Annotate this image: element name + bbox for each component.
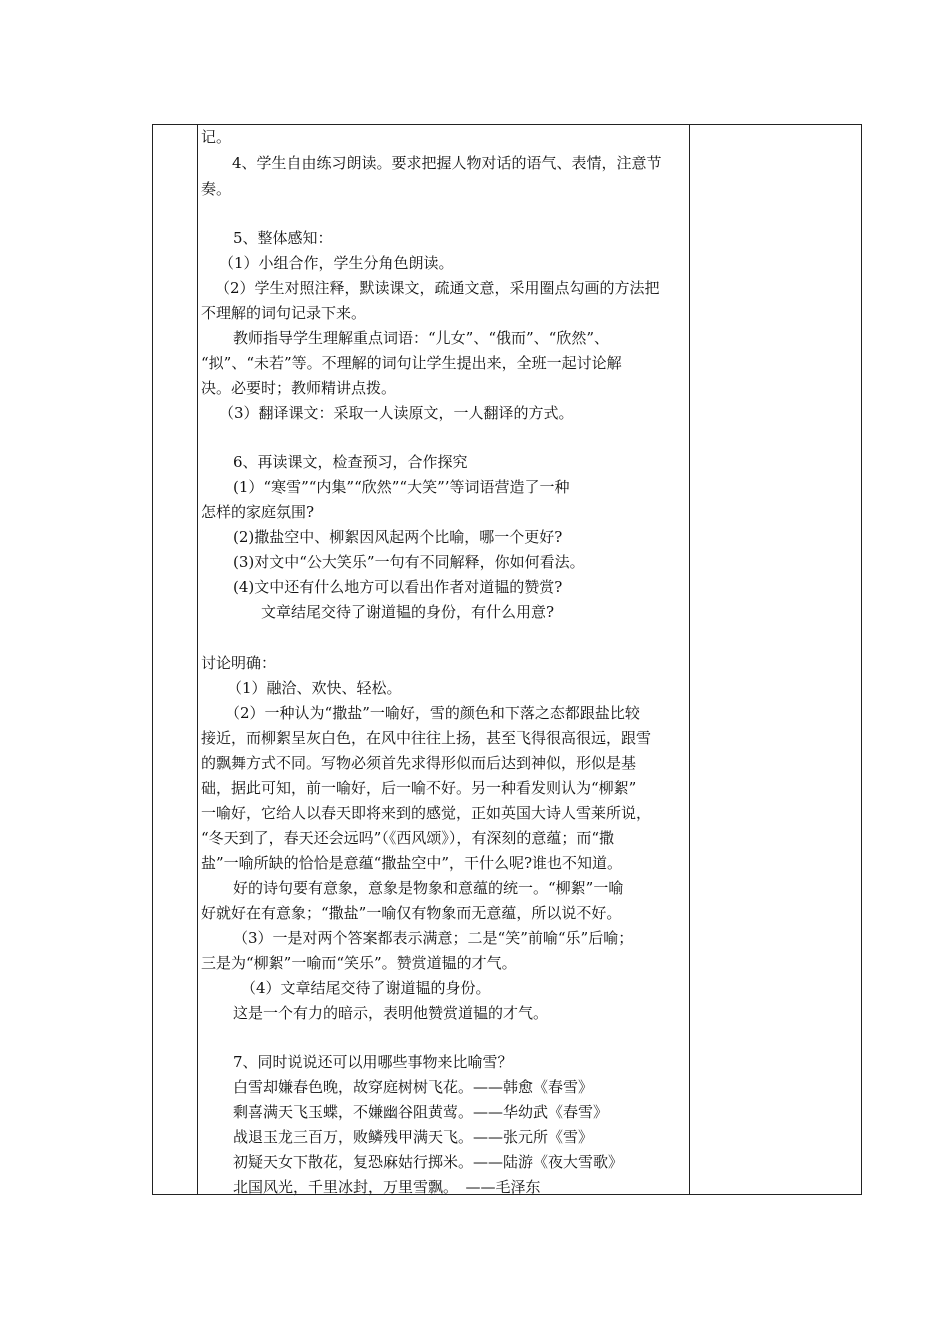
text-line: 的飘舞方式不同。写物必须首先求得形似而后达到神似，形似是基 [201, 754, 637, 772]
text-line: 好就好在有意象；“撒盐”一喻仅有物象而无意蕴，所以说不好。 [201, 904, 622, 922]
text-line: 记。 [201, 128, 232, 146]
text-line: （1）小组合作，学生分角色朗读。 [219, 254, 454, 272]
text-line: 北国风光，千里冰封，万里雪飘。 ——毛泽东 [233, 1178, 541, 1196]
text-line: (4)文中还有什么地方可以看出作者对道韫的赞赏? [233, 578, 563, 596]
text-line: （4）文章结尾交待了谢道韫的身份。 [241, 979, 491, 997]
text-line: 奏。 [201, 180, 232, 198]
text-line: 战退玉龙三百万，败鳞残甲满天飞。——张元所《雪》 [233, 1128, 594, 1146]
text-line: 接近，而柳絮呈灰白色，在风中往往上扬，甚至飞得很高很远，跟雪 [201, 729, 652, 747]
text-line: 础，据此可知，前一喻好，后一喻不好。另一种看发则认为“柳絮” [201, 779, 637, 797]
text-line: 初疑天女下散花，复恐麻姑行掷米。——陆游《夜大雪歌》 [233, 1153, 624, 1171]
text-line: 好的诗句要有意象，意象是物象和意蕴的统一。“柳絮”一喻 [233, 879, 624, 897]
text-line: 一喻好，它给人以春天即将来到的感觉，正如英国大诗人雪莱所说， [201, 804, 652, 822]
text-line: 三是为“柳絮”一喻而“笑乐”。赞赏道韫的才气。 [201, 954, 517, 972]
text-line: (3)对文中“公大笑乐”一句有不同解释，你如何看法。 [233, 553, 585, 571]
text-line: “拟”、“未若”等。不理解的词句让学生提出来，全班一起讨论解 [201, 354, 622, 372]
text-line: 4、学生自由练习朗读。要求把握人物对话的语气、表情，注意节 [232, 154, 662, 172]
text-line: （3）一是对两个答案都表示满意；二是“笑”前喻“乐”后喻； [233, 929, 634, 947]
text-line: 7、同时说说还可以用哪些事物来比喻雪？ [233, 1053, 513, 1071]
text-line: （1）融洽、欢快、轻松。 [227, 679, 402, 697]
column-divider-left [197, 125, 198, 1194]
text-line: 讨论明确： [201, 654, 277, 672]
text-line: 教师指导学生理解重点词语：“儿女”、“俄而”、“欣然”、 [233, 329, 610, 347]
text-line: （3）翻译课文：采取一人读原文，一人翻译的方式。 [219, 404, 574, 422]
text-line: （2）一种认为“撒盐”一喻好，雪的颜色和下落之态都跟盐比较 [225, 704, 640, 722]
text-line: (1）“寒雪”“内集”“欣然”“大笑”’等词语营造了一种 [233, 478, 570, 496]
text-line: “冬天到了，春天还会远吗”（《西风颂》），有深刻的意蕴；而“撒 [201, 829, 615, 847]
text-line: 盐”一喻所缺的恰恰是意蕴“撒盐空中”，干什么呢?谁也不知道。 [201, 854, 623, 872]
text-line: 5、整体感知： [233, 229, 333, 247]
text-line: 决。必要时；教师精讲点拨。 [201, 379, 397, 397]
text-line: 文章结尾交待了谢道韫的身份，有什么用意? [261, 603, 555, 621]
text-line: 怎样的家庭氛围? [201, 503, 315, 521]
text-line: 这是一个有力的暗示，表明他赞赏道韫的才气。 [233, 1004, 549, 1022]
text-line: 剩喜满天飞玉蝶，不嫌幽谷阻黄莺。——华幼武《春雪》 [233, 1103, 609, 1121]
text-line: 不理解的词句记录下来。 [201, 304, 367, 322]
column-divider-right [689, 125, 690, 1194]
text-line: 白雪却嫌春色晚，故穿庭树树飞花。——韩愈《春雪》 [233, 1078, 594, 1096]
text-line: （2）学生对照注释，默读课文，疏通文意，采用圈点勾画的方法把 [215, 279, 660, 297]
text-line: (2)撒盐空中、柳絮因风起两个比喻，哪一个更好? [233, 528, 563, 546]
text-line: 6、再读课文，检查预习，合作探究 [233, 453, 468, 471]
